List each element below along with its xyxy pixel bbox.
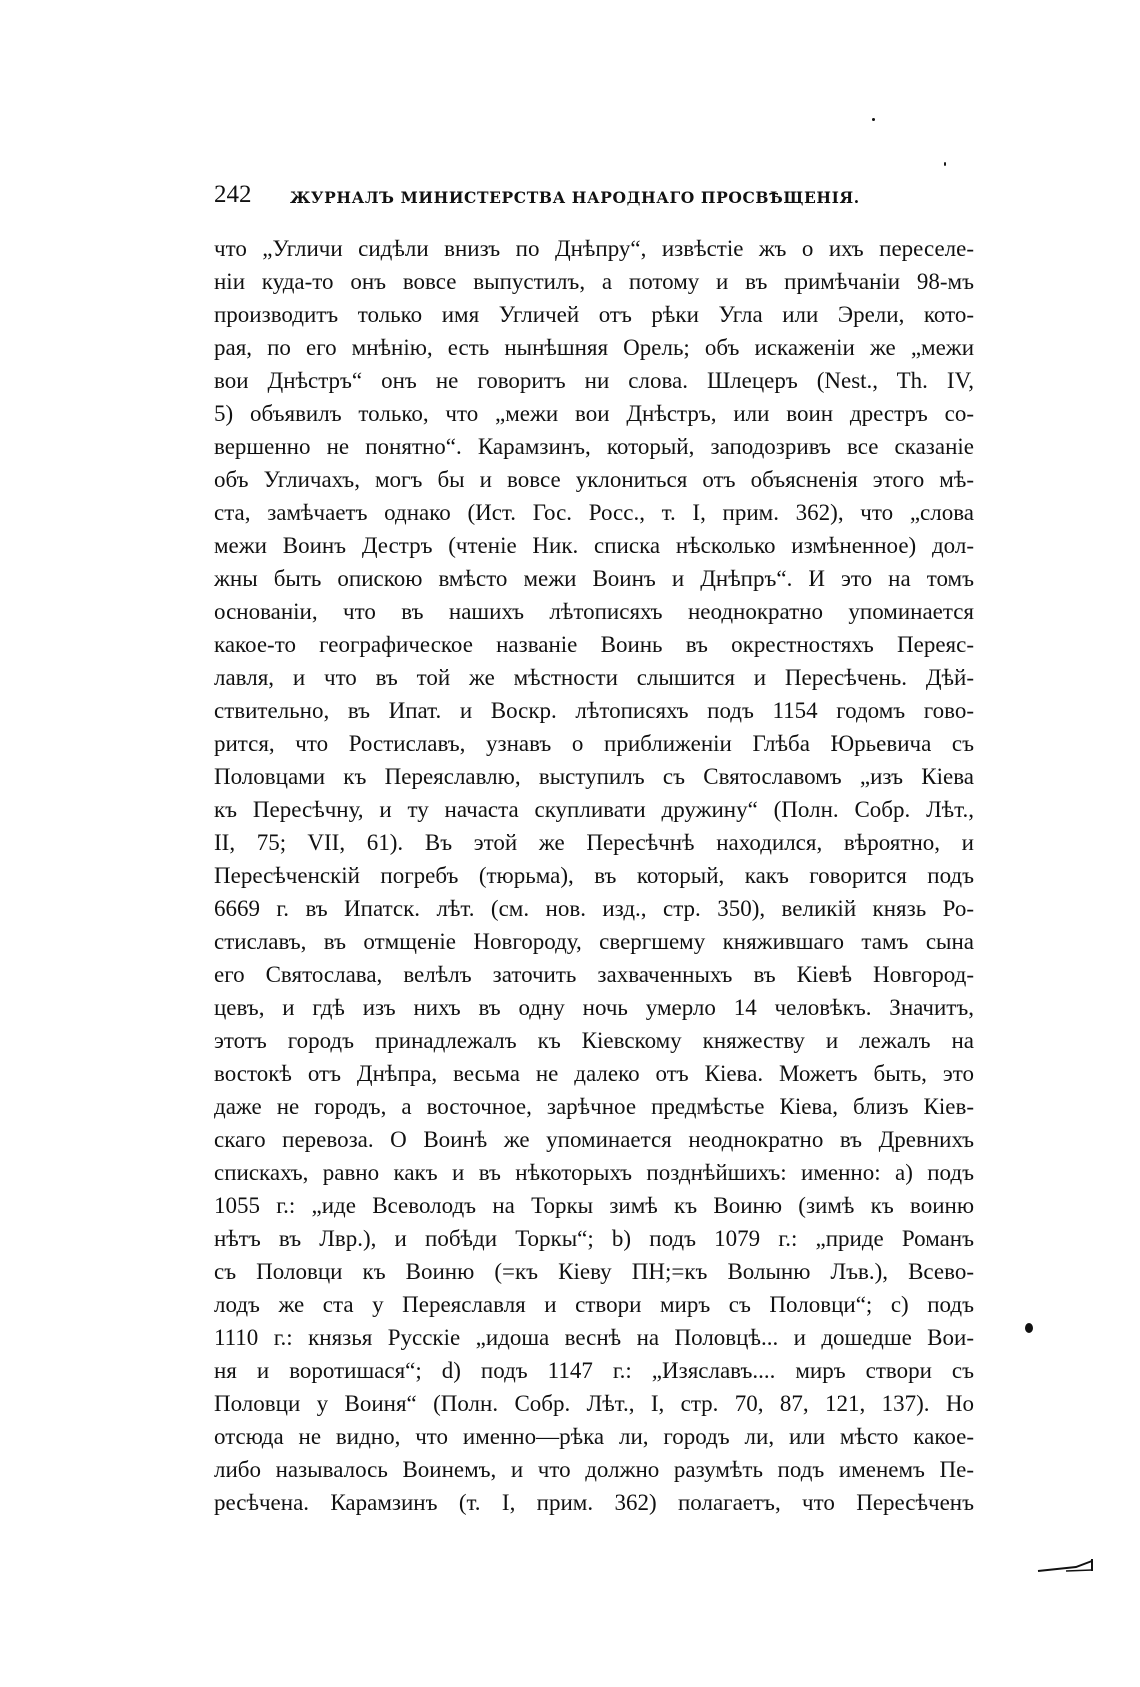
text-line: 1110 г.: князья Русскіе „идоша веснѣ на Половцѣ... и дошедше Вои-: [214, 1325, 974, 1350]
text-line: ня и воротишася“; d) подъ 1147 г.: „Изяславъ.... миръ створи съ: [214, 1358, 974, 1383]
text-line: производитъ только имя Угличей отъ рѣки Угла или Эрели, кото-: [214, 302, 974, 327]
text-line: стиславъ, въ отмщеніе Новгороду, свергшему княжившаго тамъ сына: [214, 929, 974, 954]
text-line: что „Угличи сидѣли внизъ по Днѣпру“, извѣстіе жъ о ихъ переселе-: [214, 236, 974, 261]
page-number: 242: [214, 181, 252, 208]
text-line: ствительно, въ Ипат. и Воскр. лѣтописяхъ подъ 1154 годомъ гово-: [214, 698, 974, 723]
text-line: объ Угличахъ, могъ бы и вовсе уклониться отъ объясненія этого мѣ-: [214, 467, 974, 492]
text-line: 5) объявилъ только, что „межи вои Днѣстръ, или воин дрестръ со-: [214, 401, 974, 426]
text-line: къ Пересѣчну, и ту начаста скупливати дружину“ (Полн. Собр. Лѣт.,: [214, 797, 974, 822]
text-line: 6669 г. въ Ипатск. лѣт. (см. нов. изд., стр. 350), великій князь Ро-: [214, 896, 974, 921]
body-text: [214, 232, 974, 1519]
text-line: Пересѣченскій погребъ (тюрьма), въ который, какъ говорится подъ: [214, 863, 974, 888]
text-line: жны быть опискою вмѣсто межи Воинъ и Днѣпръ“. И это на томъ: [214, 566, 974, 591]
text-line: вершенно не понятно“. Карамзинъ, который, заподозривъ все сказаніе: [214, 434, 974, 459]
text-line: востокѣ отъ Днѣпра, весьма не далеко отъ Кіева. Можетъ быть, это: [214, 1061, 974, 1086]
speck-mark: [872, 118, 875, 121]
speck-mark: [944, 162, 946, 166]
text-line: нѣтъ въ Лвр.), и побѣди Торкы“; b) подъ 1079 г.: „приде Романъ: [214, 1226, 974, 1251]
text-line: лодъ же ста у Переяславля и створи миръ съ Половци“; с) подъ: [214, 1292, 974, 1317]
page-header: [214, 181, 974, 215]
text-line: отсюда не видно, что именно—рѣка ли, городъ ли, или мѣсто какое-: [214, 1424, 974, 1449]
running-head: ЖУРНАЛЪ МИНИСТЕРСТВА НАРОДНАГО ПРОСВѢЩЕНІЯ.: [290, 188, 860, 207]
text-line: съ Половци къ Воиню (=къ Кіеву ПН;=къ Волыню Лъв.), Всево-: [214, 1259, 974, 1284]
text-line: ніи куда-то онъ вовсе выпустилъ, а потому и въ примѣчаніи 98-мъ: [214, 269, 974, 294]
text-line: II, 75; VII, 61). Въ этой же Пересѣчнѣ находился, вѣроятно, и: [214, 830, 974, 855]
text-line: рится, что Ростиславъ, узнавъ о приближеніи Глѣба Юрьевича съ: [214, 731, 974, 756]
ink-dot-mark: [1025, 1323, 1033, 1333]
text-line: ресѣчена. Карамзинъ (т. I, прим. 362) полагаетъ, что Пересѣченъ: [214, 1490, 974, 1515]
text-line: вои Днѣстръ“ онъ не говоритъ ни слова. Шлецеръ (Nest., Th. IV,: [214, 368, 974, 393]
text-line: рая, по его мнѣнію, есть нынѣшняя Орель; объ искаженіи же „межи: [214, 335, 974, 360]
text-line: какое-то географическое названіе Воинь въ окрестностяхъ Переяс-: [214, 632, 974, 657]
text-line: межи Воинъ Дестръ (чтеніе Ник. списка нѣсколько измѣненное) дол-: [214, 533, 974, 558]
text-line: цевъ, и гдѣ изъ нихъ въ одну ночь умерло 14 человѣкъ. Значитъ,: [214, 995, 974, 1020]
text-line: спискахъ, равно какъ и въ нѣкоторыхъ позднѣйшихъ: именно: а) подъ: [214, 1160, 974, 1185]
text-line: Половцами къ Переяславлю, выступилъ съ Святославомъ „изъ Кіева: [214, 764, 974, 789]
text-line: 1055 г.: „иде Всеволодъ на Торкы зимѣ къ Воиню (зимѣ къ воиню: [214, 1193, 974, 1218]
text-line: Половци у Воиня“ (Полн. Собр. Лѣт., I, стр. 70, 87, 121, 137). Но: [214, 1391, 974, 1416]
text-line: основаніи, что въ нашихъ лѣтописяхъ неоднократно упоминается: [214, 599, 974, 624]
corner-scan-mark: [1036, 1555, 1096, 1575]
text-line: ста, замѣчаетъ однако (Ист. Гос. Росс., т. I, прим. 362), что „слова: [214, 500, 974, 525]
text-line: скаго перевоза. О Воинѣ же упоминается неоднократно въ Древнихъ: [214, 1127, 974, 1152]
text-line: этотъ городъ принадлежалъ къ Кіевскому княжеству и лежалъ на: [214, 1028, 974, 1053]
text-line: либо называлось Воинемъ, и что должно разумѣть подъ именемъ Пе-: [214, 1457, 974, 1482]
text-line: даже не городъ, а восточное, зарѣчное предмѣстье Кіева, близъ Кіев-: [214, 1094, 974, 1119]
text-line: лавля, и что въ той же мѣстности слышится и Пересѣчень. Дѣй-: [214, 665, 974, 690]
text-line: его Святослава, велѣлъ заточить захваченныхъ въ Кіевѣ Новгород-: [214, 962, 974, 987]
